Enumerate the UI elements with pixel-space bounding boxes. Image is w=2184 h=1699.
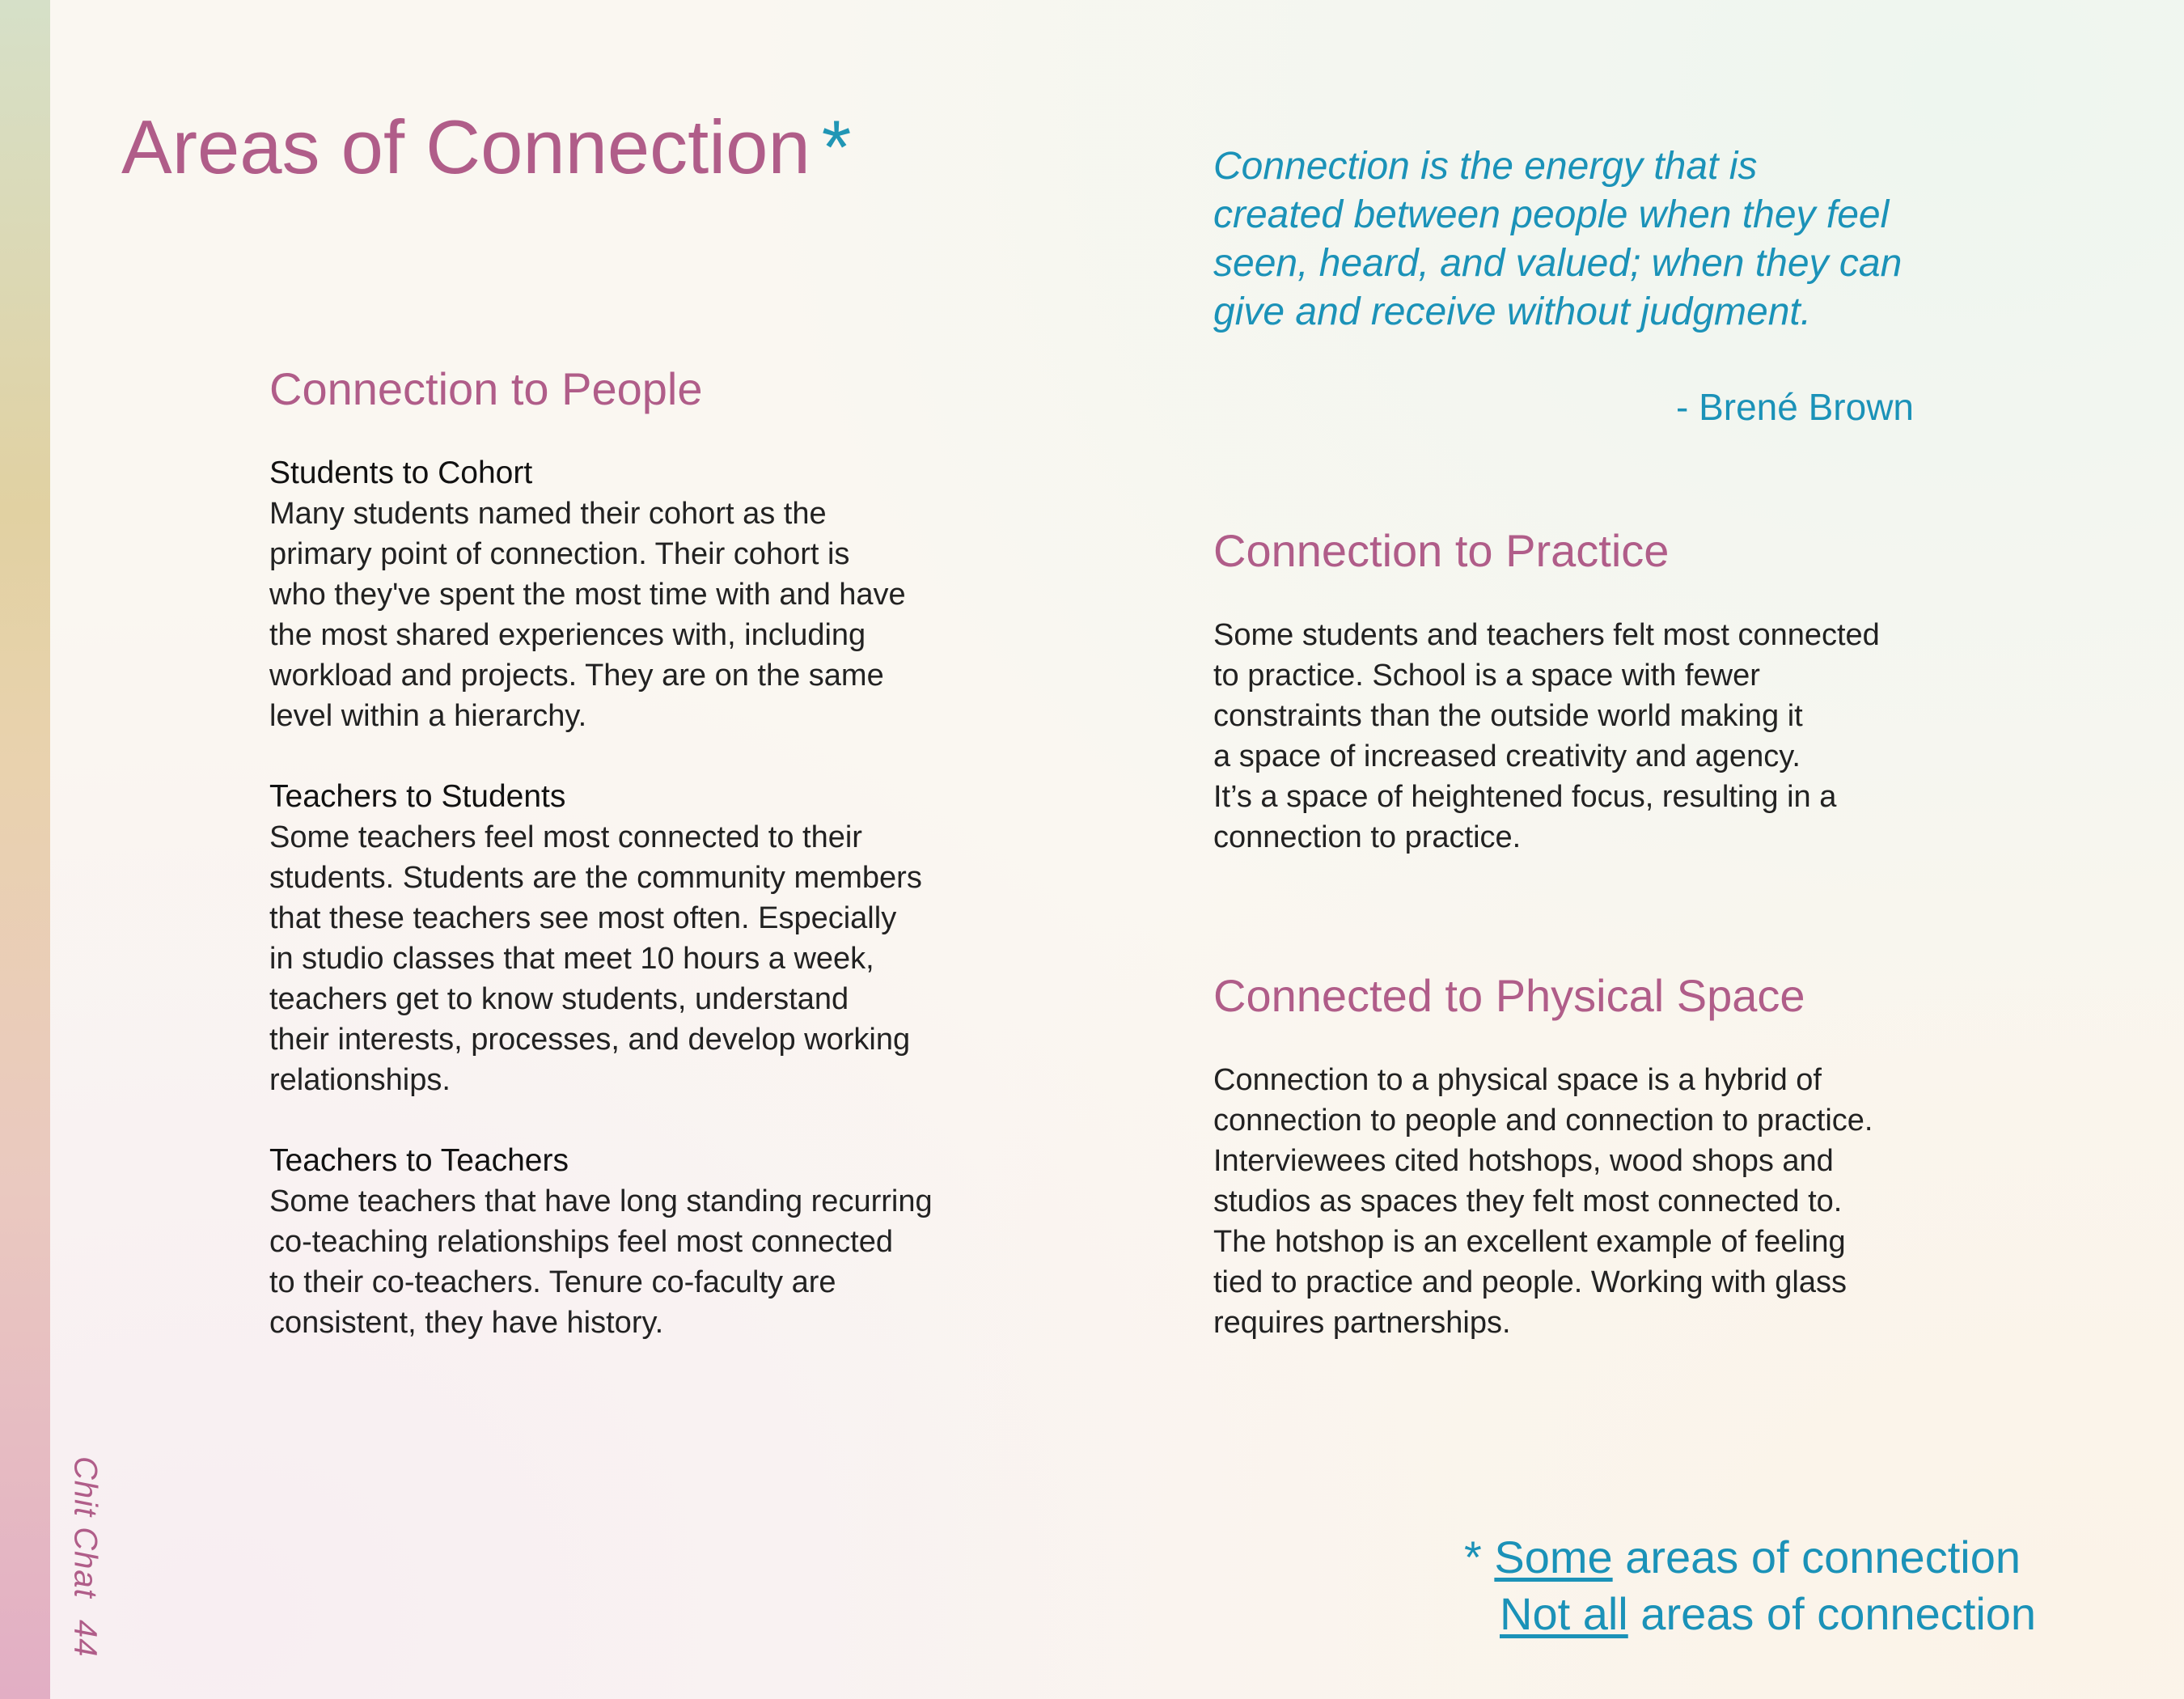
item-label: Teachers to Students xyxy=(269,779,566,814)
side-color-strip xyxy=(0,0,50,1699)
page-number: 44 xyxy=(67,1619,104,1658)
item-label: Teachers to Teachers xyxy=(269,1143,569,1178)
item-body: Many students named their cohort as the primary point of connection. Their cohort is who they've spent the most time with and have the most shared experiences with, including workload and projects. They are on the same level within a hierarchy. xyxy=(269,497,906,733)
publication-name: Chit Chat xyxy=(67,1456,104,1599)
practice-body: Some students and teachers felt most connected to practice. School is a space with fewer constraints than the outside world making it a space of increased creativity and agency. It’s a space of heightened focus, resulting in a connection to practice. xyxy=(1213,618,1880,854)
physical-section xyxy=(1213,1060,1941,1343)
quote-text: Connection is the energy that is created between people when they feel seen, heard, and valued; when they can give and receive without judgment. xyxy=(1213,145,1903,333)
footnote-line-1 xyxy=(1464,1529,2111,1586)
item-body: Some teachers that have long standing recurring co-teaching relationships feel most connected to their co-teachers. Tenure co-faculty are consistent, they have history. xyxy=(269,1184,933,1340)
footnote xyxy=(1464,1529,2111,1642)
practice-section xyxy=(1213,615,1941,858)
people-item-teachers-to-teachers xyxy=(269,1141,997,1343)
quote-author: - Brené Brown xyxy=(1675,386,1914,428)
physical-body: Connection to a physical space is a hybrid of connection to people and connection to practice. Interviewees cited hotshops, wood shops and studios as spaces they felt most connected to. The hotshop is an excellent example of feeling tied to practice and people. Working with glass requires partnerships. xyxy=(1213,1063,1873,1340)
page-footer xyxy=(57,1456,113,1691)
practice-heading: Connection to Practice xyxy=(1213,525,1670,576)
page-title xyxy=(121,104,851,191)
people-heading: Connection to People xyxy=(269,363,703,414)
footnote-line-2 xyxy=(1464,1586,2111,1642)
item-label: Students to Cohort xyxy=(269,455,533,490)
footnote-line-2-rest: areas of connection xyxy=(1627,1588,2037,1639)
item-body: Some teachers feel most connected to their students. Students are the community members that these teachers see most often. Especially in studio classes that meet 10 hours a week, teachers get to know students, understand their interests, processes, and develop working relationships. xyxy=(269,820,922,1097)
people-item-students-to-cohort xyxy=(269,453,997,736)
page-title-text: Areas of Connection xyxy=(121,104,811,189)
people-item-teachers-to-students xyxy=(269,777,997,1100)
physical-heading: Connected to Physical Space xyxy=(1213,970,1805,1021)
footnote-asterisk: * xyxy=(1464,1532,1482,1582)
footnote-some: Some xyxy=(1494,1532,1613,1582)
title-asterisk: * xyxy=(821,104,852,189)
footnote-not-all: Not all xyxy=(1500,1588,1628,1639)
footnote-line-1-rest: areas of connection xyxy=(1612,1532,2021,1582)
